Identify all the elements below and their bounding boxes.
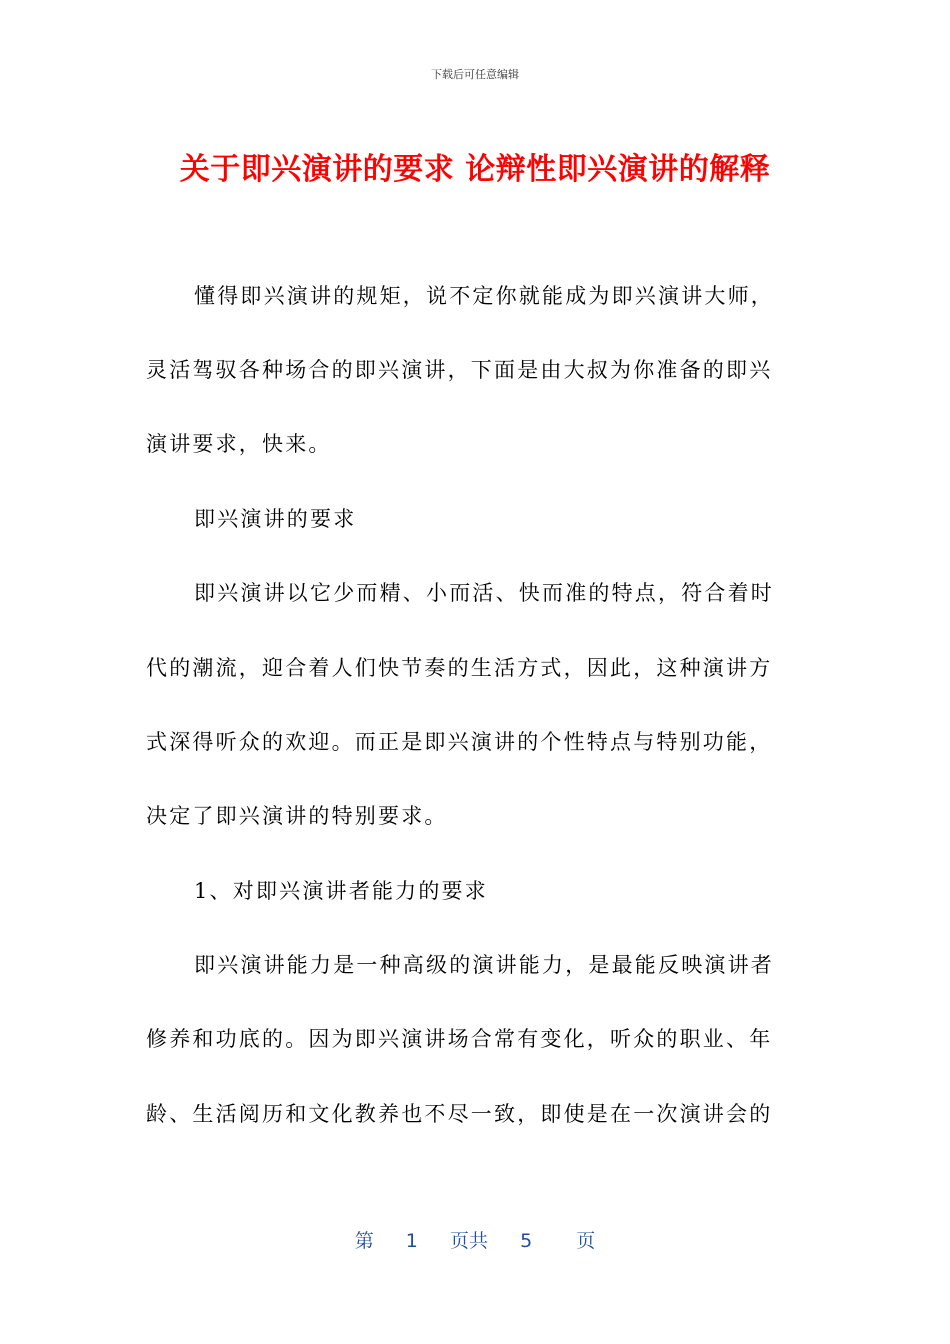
- paragraph-line: 龄、生活阅历和文化教养也不尽一致，即使是在一次演讲会的: [146, 1102, 773, 1126]
- header-note: 下载后可任意编辑: [431, 68, 519, 81]
- paragraph-line: 代的潮流，迎合着人们快节奏的生活方式，因此，这种演讲方: [146, 656, 773, 680]
- current-page-number: 1: [405, 1230, 418, 1252]
- footer-suffix: 页: [576, 1230, 596, 1252]
- subsection-heading: 1、对即兴演讲者能力的要求: [194, 879, 488, 903]
- footer-middle: 页共: [449, 1230, 488, 1252]
- paragraph-line: 灵活驾驭各种场合的即兴演讲，下面是由大叔为你准备的即兴: [146, 358, 773, 382]
- page-footer: [0, 1226, 950, 1253]
- paragraph-line: 即兴演讲以它少而精、小而活、快而准的特点，符合着时: [194, 581, 774, 605]
- paragraph-line: 演讲要求，快来。: [146, 432, 332, 456]
- total-pages: 5: [520, 1230, 533, 1252]
- document-title: 关于即兴演讲的要求 论辩性即兴演讲的解释: [179, 152, 771, 187]
- paragraph-line: 决定了即兴演讲的特别要求。: [146, 804, 448, 828]
- section-heading: 即兴演讲的要求: [194, 507, 357, 531]
- paragraph-line: 修养和功底的。因为即兴演讲场合常有变化，听众的职业、年: [146, 1027, 773, 1051]
- paragraph-line: 式深得听众的欢迎。而正是即兴演讲的个性特点与特别功能，: [146, 730, 773, 754]
- footer-prefix: 第: [354, 1230, 374, 1252]
- paragraph-line: 懂得即兴演讲的规矩，说不定你就能成为即兴演讲大师，: [194, 284, 774, 308]
- paragraph-line: 即兴演讲能力是一种高级的演讲能力，是最能反映演讲者: [194, 953, 774, 977]
